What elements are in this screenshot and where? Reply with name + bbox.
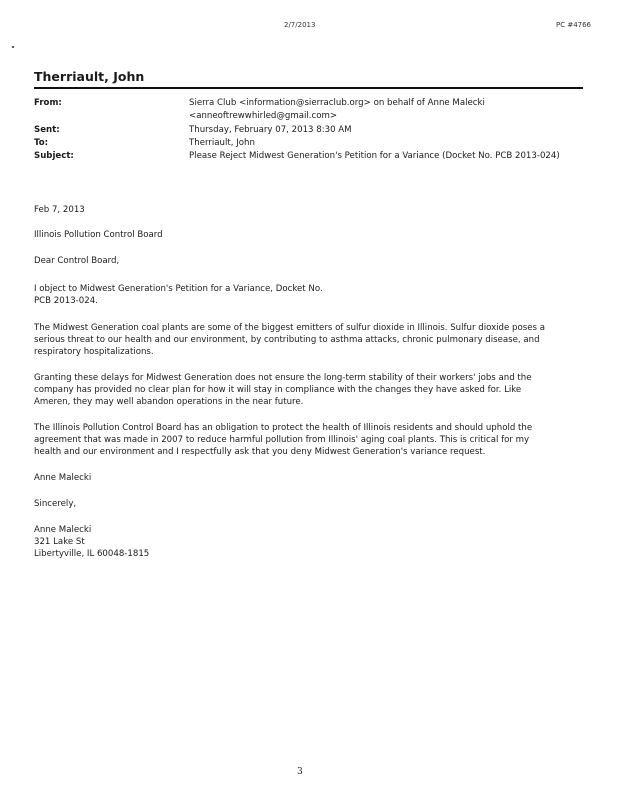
jobs-paragraph (34, 372, 582, 408)
paragraph-line: company has provided no clear plan for how it will stay in compliance with the changes they have asked for. Like (34, 385, 522, 395)
from-email: <anneoftrewwhirled@gmail.com> (189, 111, 338, 121)
paragraph-line: The Midwest Generation coal plants are some of the biggest emitters of sulfur dioxide in Illinois. Sulfur dioxide poses a (34, 323, 545, 333)
objection-line: I object to Midwest Generation's Petition for a Variance, Docket No. (34, 284, 323, 294)
address-name: Anne Malecki (34, 525, 92, 535)
paragraph-line: agreement that was made in 2007 to reduce harmful pollution from Illinois' aging coal plants. This is critical for my (34, 435, 530, 445)
address-street: 321 Lake St (34, 537, 85, 547)
paragraph-line: Ameren, they may well abandon operations in the near future. (34, 397, 304, 407)
to-label: To: (34, 138, 49, 148)
paragraph-line: The Illinois Pollution Control Board has an obligation to protect the health of Illinois residents and should uphold the (34, 423, 533, 433)
sent-label: Sent: (34, 125, 60, 135)
emissions-paragraph (34, 322, 582, 358)
document-code: PC #4766 (556, 21, 592, 29)
subject-label: Subject: (34, 151, 74, 161)
letter-salutation: Dear Control Board, (34, 256, 120, 266)
obligation-paragraph (34, 422, 582, 458)
sent-value: Thursday, February 07, 2013 8:30 AM (189, 125, 352, 135)
mailbox-owner-name: Therriault, John (34, 69, 145, 84)
page-number: 3 (297, 767, 303, 777)
paragraph-line: health and our environment and I respectfully ask that you deny Midwest Generation's variance request. (34, 447, 486, 457)
paragraph-line: respiratory hospitalizations. (34, 347, 154, 357)
print-date: 2/7/2013 (284, 21, 316, 29)
letter-body (34, 204, 582, 560)
paragraph-line: serious threat to our health and our environment, by contributing to asthma attacks, chronic pulmonary disease, and (34, 335, 540, 345)
letter-recipient: Illinois Pollution Control Board (34, 230, 163, 240)
scan-speck (12, 46, 14, 48)
paragraph-line: Granting these delays for Midwest Generation does not ensure the long-term stability of their workers' jobs and the (34, 373, 532, 383)
signature-name: Anne Malecki (34, 473, 92, 483)
header-rule (34, 87, 583, 89)
from-label: From: (34, 98, 62, 108)
sender-address (34, 524, 582, 560)
subject-value: Please Reject Midwest Generation's Petition for a Variance (Docket No. PCB 2013-024) (189, 151, 560, 161)
objection-paragraph (34, 283, 582, 307)
closing: Sincerely, (34, 499, 77, 509)
letter-date: Feb 7, 2013 (34, 205, 85, 215)
from-value: Sierra Club <information@sierraclub.org> on behalf of Anne Malecki (189, 98, 485, 108)
objection-line: PCB 2013-024. (34, 296, 98, 306)
address-city: Libertyville, IL 60048-1815 (34, 549, 150, 559)
to-value: Therriault, John (189, 138, 255, 148)
